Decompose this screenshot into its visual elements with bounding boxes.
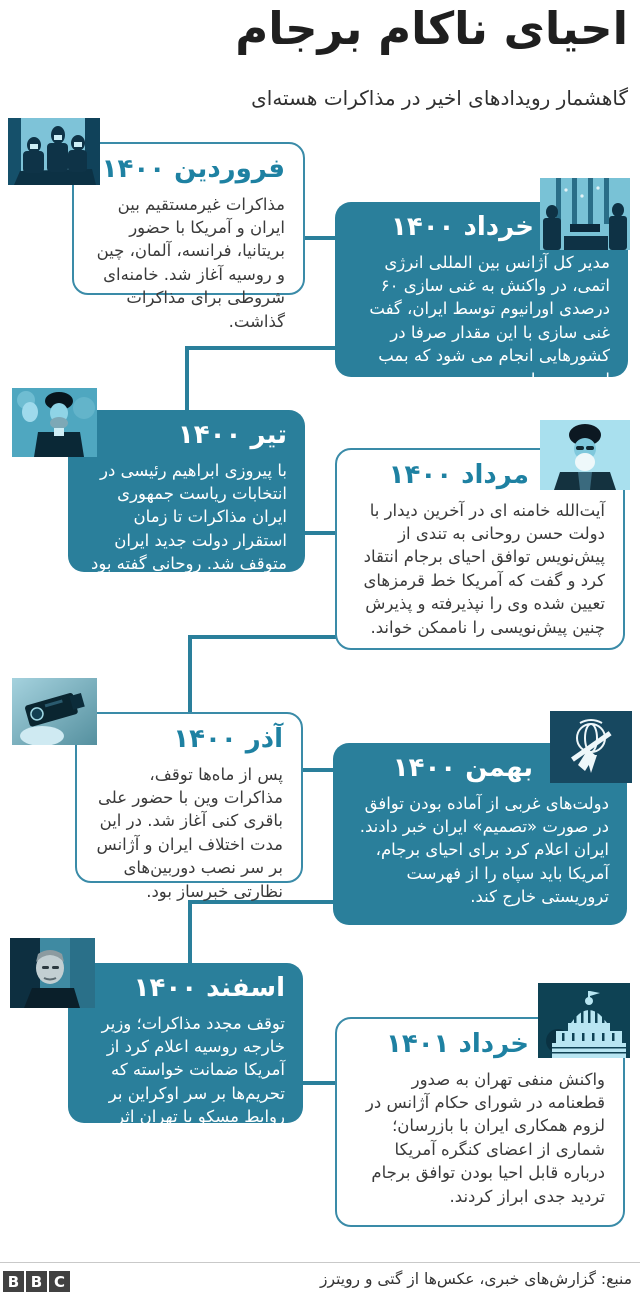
timeline-connector: [301, 768, 335, 772]
card-month: مرداد ۱۴۰۰: [388, 460, 529, 490]
surveillance-camera-photo: [12, 678, 97, 745]
timeline-connector: [301, 1081, 337, 1085]
lavrov-photo: [10, 938, 95, 1008]
card-text: مدیر کل آژانس بین المللی انرژی اتمی، در واکنش به غنی سازی ۶۰ درصدی اورانیوم توسط ایران، گفت غنی سازی با این مقدار صرفا در کشورهایی انجام می شود که بمب اتمی می‌سازند.: [369, 252, 610, 389]
card-month: تیر ۱۴۰۰: [177, 420, 287, 450]
card-month: خرداد ۱۴۰۰: [390, 212, 534, 242]
timeline-connector: [303, 531, 337, 535]
timeline-connector: [188, 635, 337, 639]
timeline-connector: [185, 346, 189, 414]
card-month: بهمن ۱۴۰۰: [392, 753, 533, 783]
card-text: واکنش منفی تهران به صدور قطعنامه در شورای حکام آژانس در لزوم همکاری ایران با بازرسان؛ شماری از اعضای کنگره آمریکا درباره قابل احیا بودن توافق برجام تردید جدی ابراز کردند.: [365, 1069, 605, 1206]
timeline-connector: [188, 900, 192, 966]
vienna-talks-photo: [8, 118, 100, 185]
card-text: با پیروزی ابراهیم رئیسی در انتخابات ریاست جمهوری ایران مذاکرات تا زمان استقرار دولت جدید ایران متوقف شد. روحانی گفته بود که توافق برای رفع تحریم‌های آمریکا در دسترس است.: [87, 460, 287, 621]
card-text: پس از ماه‌ها توقف، مذاکرات وین با حضور علی باقری کنی آغاز شد. در این مدت اختلاف ایران و آژانس بر سر نصب دوربین‌های نظارتی خبرساز بود.: [96, 764, 283, 901]
raisi-photo: [12, 388, 97, 457]
footer-divider: [0, 1262, 640, 1263]
card-month: آذر ۱۴۰۰: [173, 724, 283, 754]
timeline-card-azar-1400: [75, 712, 303, 901]
card-text: مذاکرات غیرمستقیم بین ایران و آمریکا با حضور بریتانیا، فرانسه، آلمان، چین و روسیه آغاز شد. خامنه‌ای شروطی برای مذاکرات گذاشت.: [96, 194, 285, 331]
timeline-connector: [188, 635, 192, 715]
bbc-logo-letter: B: [3, 1271, 24, 1292]
bbc-logo: [3, 1271, 70, 1292]
timeline-connector: [303, 236, 337, 240]
card-text: دولت‌های غربی از آماده بودن توافق در صورت «تصمیم» ایران خبر دادند. ایران اعلام کرد برای احیای برجام، آمریکا باید سپاه را از فهرست تروریستی خارج کند.: [359, 793, 609, 907]
irgc-emblem-photo: [550, 711, 632, 783]
khamenei-photo: [540, 420, 630, 490]
timeline-card-farvardin-1400: [72, 142, 305, 331]
bbc-logo-letter: C: [49, 1271, 70, 1292]
card-month: فروردین ۱۴۰۰: [101, 154, 285, 184]
timeline-card-tir-1400: [68, 410, 305, 621]
iaea-hall-photo: [540, 178, 630, 250]
card-month: خرداد ۱۴۰۱: [385, 1029, 529, 1059]
timeline-card-esfand-1400: [68, 963, 303, 1150]
timeline-connector: [185, 346, 337, 350]
card-text: آیت‌الله خامنه ای در آخرین دیدار با دولت حسن روحانی به تندی از پیش‌نویس توافق احیای برجام انتقاد کرد و گفت که آمریکا خط قرمزهای تعیین شده وی را نپذیرفته و پذیرش چنین پیش‌نویسی را ناممکن خواند.: [363, 500, 605, 637]
page-subtitle: گاهشمار رویدادهای اخیر در مذاکرات هسته‌ای: [251, 86, 628, 110]
us-capitol-photo: [538, 983, 630, 1058]
bbc-logo-letter: B: [26, 1271, 47, 1292]
source-credit: منبع: گزارش‌های خبری، عکس‌ها از گتی و رویترز: [320, 1270, 632, 1288]
page-title: احیای ناکام برجام: [235, 2, 628, 55]
card-month: اسفند ۱۴۰۰: [133, 973, 285, 1003]
card-text: توقف مجدد مذاکرات؛ وزیر خارجه روسیه اعلام کرد از آمریکا ضمانت خواسته که تحریم‌ها بر سر اوکراین بر روابط مسکو با تهران اثر منفی نداشته باشد.: [101, 1013, 285, 1150]
